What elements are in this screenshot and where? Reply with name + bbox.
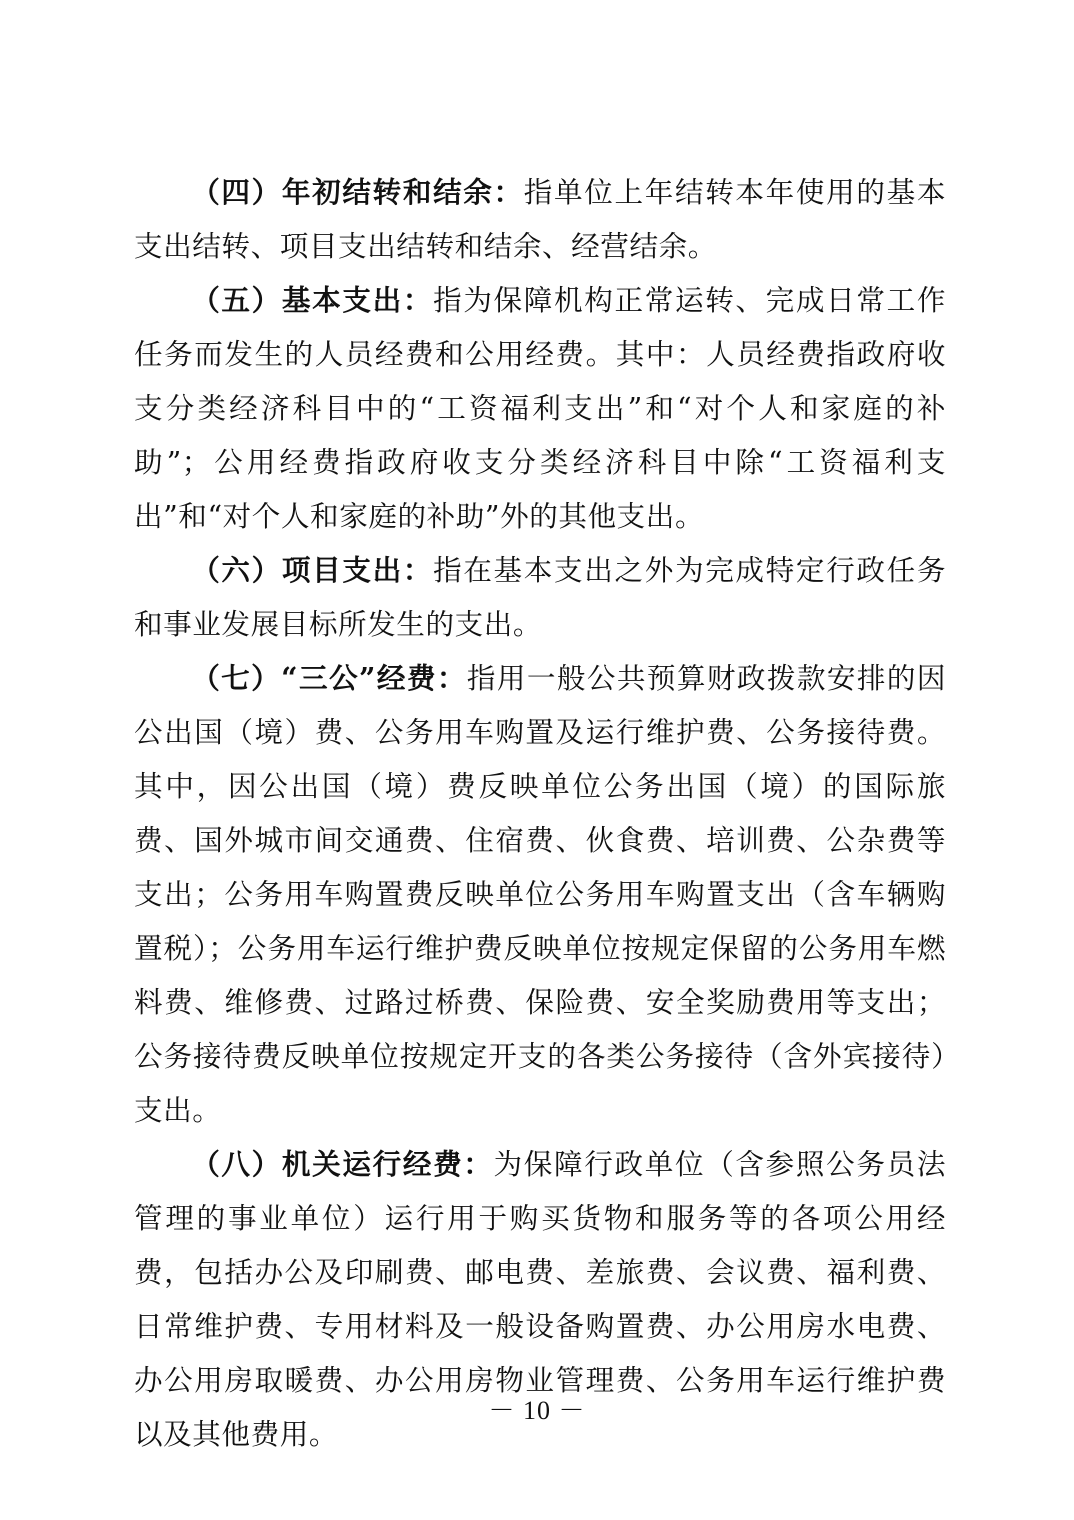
paragraph-text: 指单位上年结转本年使用的基本支出结转、项目支出结转和结余、经营结余。 [134,175,946,263]
document-body [134,165,946,1461]
paragraph-term: （六）项目支出： [191,553,434,587]
paragraph-text: 指在基本支出之外为完成特定行政任务和事业发展目标所发生的支出。 [134,553,946,641]
paragraph-term: （四）年初结转和结余： [191,175,524,209]
paragraph-term: （五）基本支出： [191,283,434,317]
paragraph-text: 指为保障机构正常运转、完成日常工作任务而发生的人员经费和公用经费。其中：人员经费指政府收支分类经济科目中的“工资福利支出”和“对个人和家庭的补助”；公用经费指政府收支分类经济科目中除“工资福利支出”和“对个人和家庭的补助”外的其他支出。 [134,283,946,533]
paragraph-term: （八）机关运行经费： [191,1147,494,1181]
paragraph-term: （七）“三公”经费： [191,661,467,695]
paragraph-basic-expenditure [134,273,946,543]
page-number: － 10 － [488,1396,586,1425]
paragraph-text: 指用一般公共预算财政拨款安排的因公出国（境）费、公务用车购置及运行维护费、公务接待费。其中，因公出国（境）费反映单位公务出国（境）的国际旅费、国外城市间交通费、住宿费、伙食费、培训费、公杂费等支出；公务用车购置费反映单位公务用车购置支出（含车辆购置税）；公务用车运行维护费反映单位按规定保留的公务用车燃料费、维修费、过路过桥费、保险费、安全奖励费用等支出；公务接待费反映单位按规定开支的各类公务接待（含外宾接待）支出。 [134,661,946,1127]
paragraph-project-expenditure [134,543,946,651]
paragraph-three-public-expenses [134,651,946,1137]
paragraph-text: 为保障行政单位（含参照公务员法管理的事业单位）运行用于购买货物和服务等的各项公用经费，包括办公及印刷费、邮电费、差旅费、会议费、福利费、日常维护费、专用材料及一般设备购置费、办公用房水电费、办公用房取暖费、办公用房物业管理费、公务用车运行维护费以及其他费用。 [134,1147,946,1451]
paragraph-beginning-balance [134,165,946,273]
